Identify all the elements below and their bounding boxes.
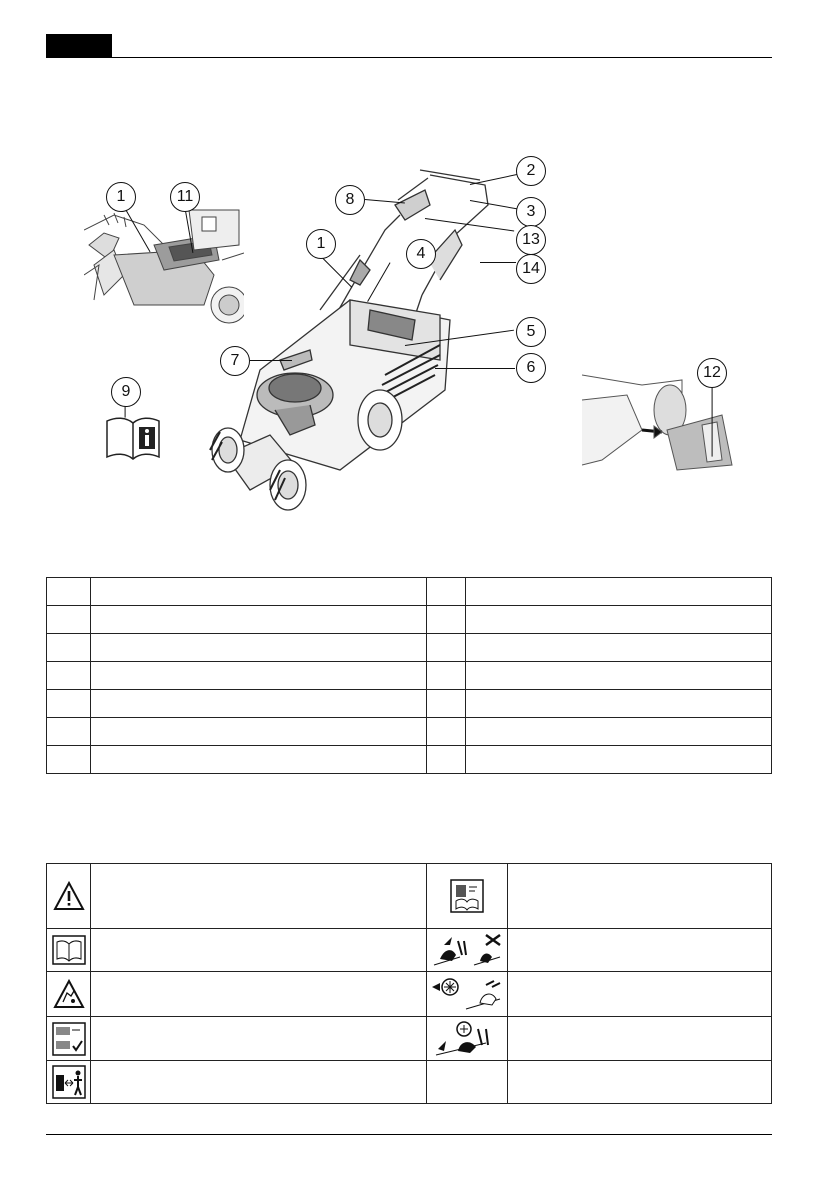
- parts-row: [47, 606, 772, 634]
- part-name-cell: [466, 746, 772, 774]
- leader-line: [711, 387, 712, 457]
- symbol-description: [508, 972, 772, 1017]
- callout-7: 7: [220, 346, 250, 376]
- read-manual-before-maintenance-icon: [450, 879, 484, 913]
- callout-2: 2: [516, 156, 546, 186]
- symbol-description: [508, 864, 772, 929]
- callout-3: 3: [516, 197, 546, 227]
- symbol-description: [508, 929, 772, 972]
- callout-14: 14: [516, 254, 546, 284]
- symbols-table: [46, 863, 772, 1104]
- part-number-cell: [47, 718, 91, 746]
- part-name-cell: [466, 690, 772, 718]
- callout-6: 6: [516, 353, 546, 383]
- open-book-icon: [52, 935, 86, 965]
- part-number-cell: [427, 718, 466, 746]
- hand-foot-injury-icon: [430, 1019, 504, 1059]
- part-number-cell: [427, 578, 466, 606]
- parts-row: [47, 718, 772, 746]
- symbol-description: [91, 1061, 427, 1104]
- symbol-cell: [47, 1061, 91, 1104]
- thrown-objects-hazard-icon: [53, 979, 85, 1009]
- part-number-cell: [47, 634, 91, 662]
- part-name-cell: [466, 718, 772, 746]
- callout-9: 9: [111, 377, 141, 407]
- symbol-description: [91, 864, 427, 929]
- symbol-cell: [427, 972, 508, 1017]
- leader-line: [435, 368, 515, 369]
- callout-13: 13: [516, 225, 546, 255]
- part-number-cell: [427, 662, 466, 690]
- parts-row: [47, 690, 772, 718]
- parts-row: [47, 634, 772, 662]
- blade-cut-hazard-icon: [430, 931, 504, 969]
- leader-line: [480, 262, 516, 263]
- part-name-cell: [91, 634, 427, 662]
- symbol-description: [91, 972, 427, 1017]
- read-manual-book-icon: [104, 415, 162, 463]
- part-name-cell: [91, 662, 427, 690]
- part-name-cell: [91, 578, 427, 606]
- part-number-cell: [47, 606, 91, 634]
- parts-row: [47, 746, 772, 774]
- part-number-cell: [427, 634, 466, 662]
- part-name-cell: [91, 746, 427, 774]
- part-number-cell: [427, 746, 466, 774]
- symbol-cell: [47, 864, 91, 929]
- symbol-description: [508, 1017, 772, 1061]
- parts-table: [46, 577, 772, 774]
- symbol-description: [91, 1017, 427, 1061]
- callout-4: 4: [406, 239, 436, 269]
- symbol-cell: [47, 972, 91, 1017]
- part-name-cell: [466, 606, 772, 634]
- part-name-cell: [91, 690, 427, 718]
- warning-triangle-icon: [53, 881, 85, 911]
- part-name-cell: [91, 606, 427, 634]
- callout-1-main: 1: [306, 229, 336, 259]
- part-name-cell: [466, 634, 772, 662]
- symbols-row: [47, 972, 772, 1017]
- symbol-description: [508, 1061, 772, 1104]
- symbol-cell-empty: [427, 1061, 508, 1104]
- symbol-cell: [427, 864, 508, 929]
- rotating-blade-hazard-icon: [430, 975, 504, 1013]
- callout-1-inset: 1: [106, 182, 136, 212]
- part-number-cell: [47, 746, 91, 774]
- leader-line: [250, 360, 292, 361]
- callout-11: 11: [170, 182, 200, 212]
- part-number-cell: [47, 662, 91, 690]
- symbol-description: [91, 929, 427, 972]
- symbol-cell: [427, 929, 508, 972]
- symbols-row: [47, 929, 772, 972]
- symbol-cell: [427, 1017, 508, 1061]
- remove-key-before-work-icon: [52, 1022, 86, 1056]
- callout-5: 5: [516, 317, 546, 347]
- symbols-row: [47, 864, 772, 929]
- footer-rule: [46, 1134, 772, 1135]
- callout-8: 8: [335, 185, 365, 215]
- symbol-cell: [47, 1017, 91, 1061]
- part-name-cell: [466, 578, 772, 606]
- callout-12: 12: [697, 358, 727, 388]
- keep-bystanders-away-icon: [52, 1065, 86, 1099]
- part-number-cell: [47, 690, 91, 718]
- part-number-cell: [47, 578, 91, 606]
- symbols-row: [47, 1061, 772, 1104]
- parts-row: [47, 578, 772, 606]
- part-number-cell: [427, 690, 466, 718]
- symbol-cell: [47, 929, 91, 972]
- part-name-cell: [466, 662, 772, 690]
- part-number-cell: [427, 606, 466, 634]
- mower-overview-figure: [0, 0, 839, 560]
- symbols-row: [47, 1017, 772, 1061]
- part-name-cell: [91, 718, 427, 746]
- parts-row: [47, 662, 772, 690]
